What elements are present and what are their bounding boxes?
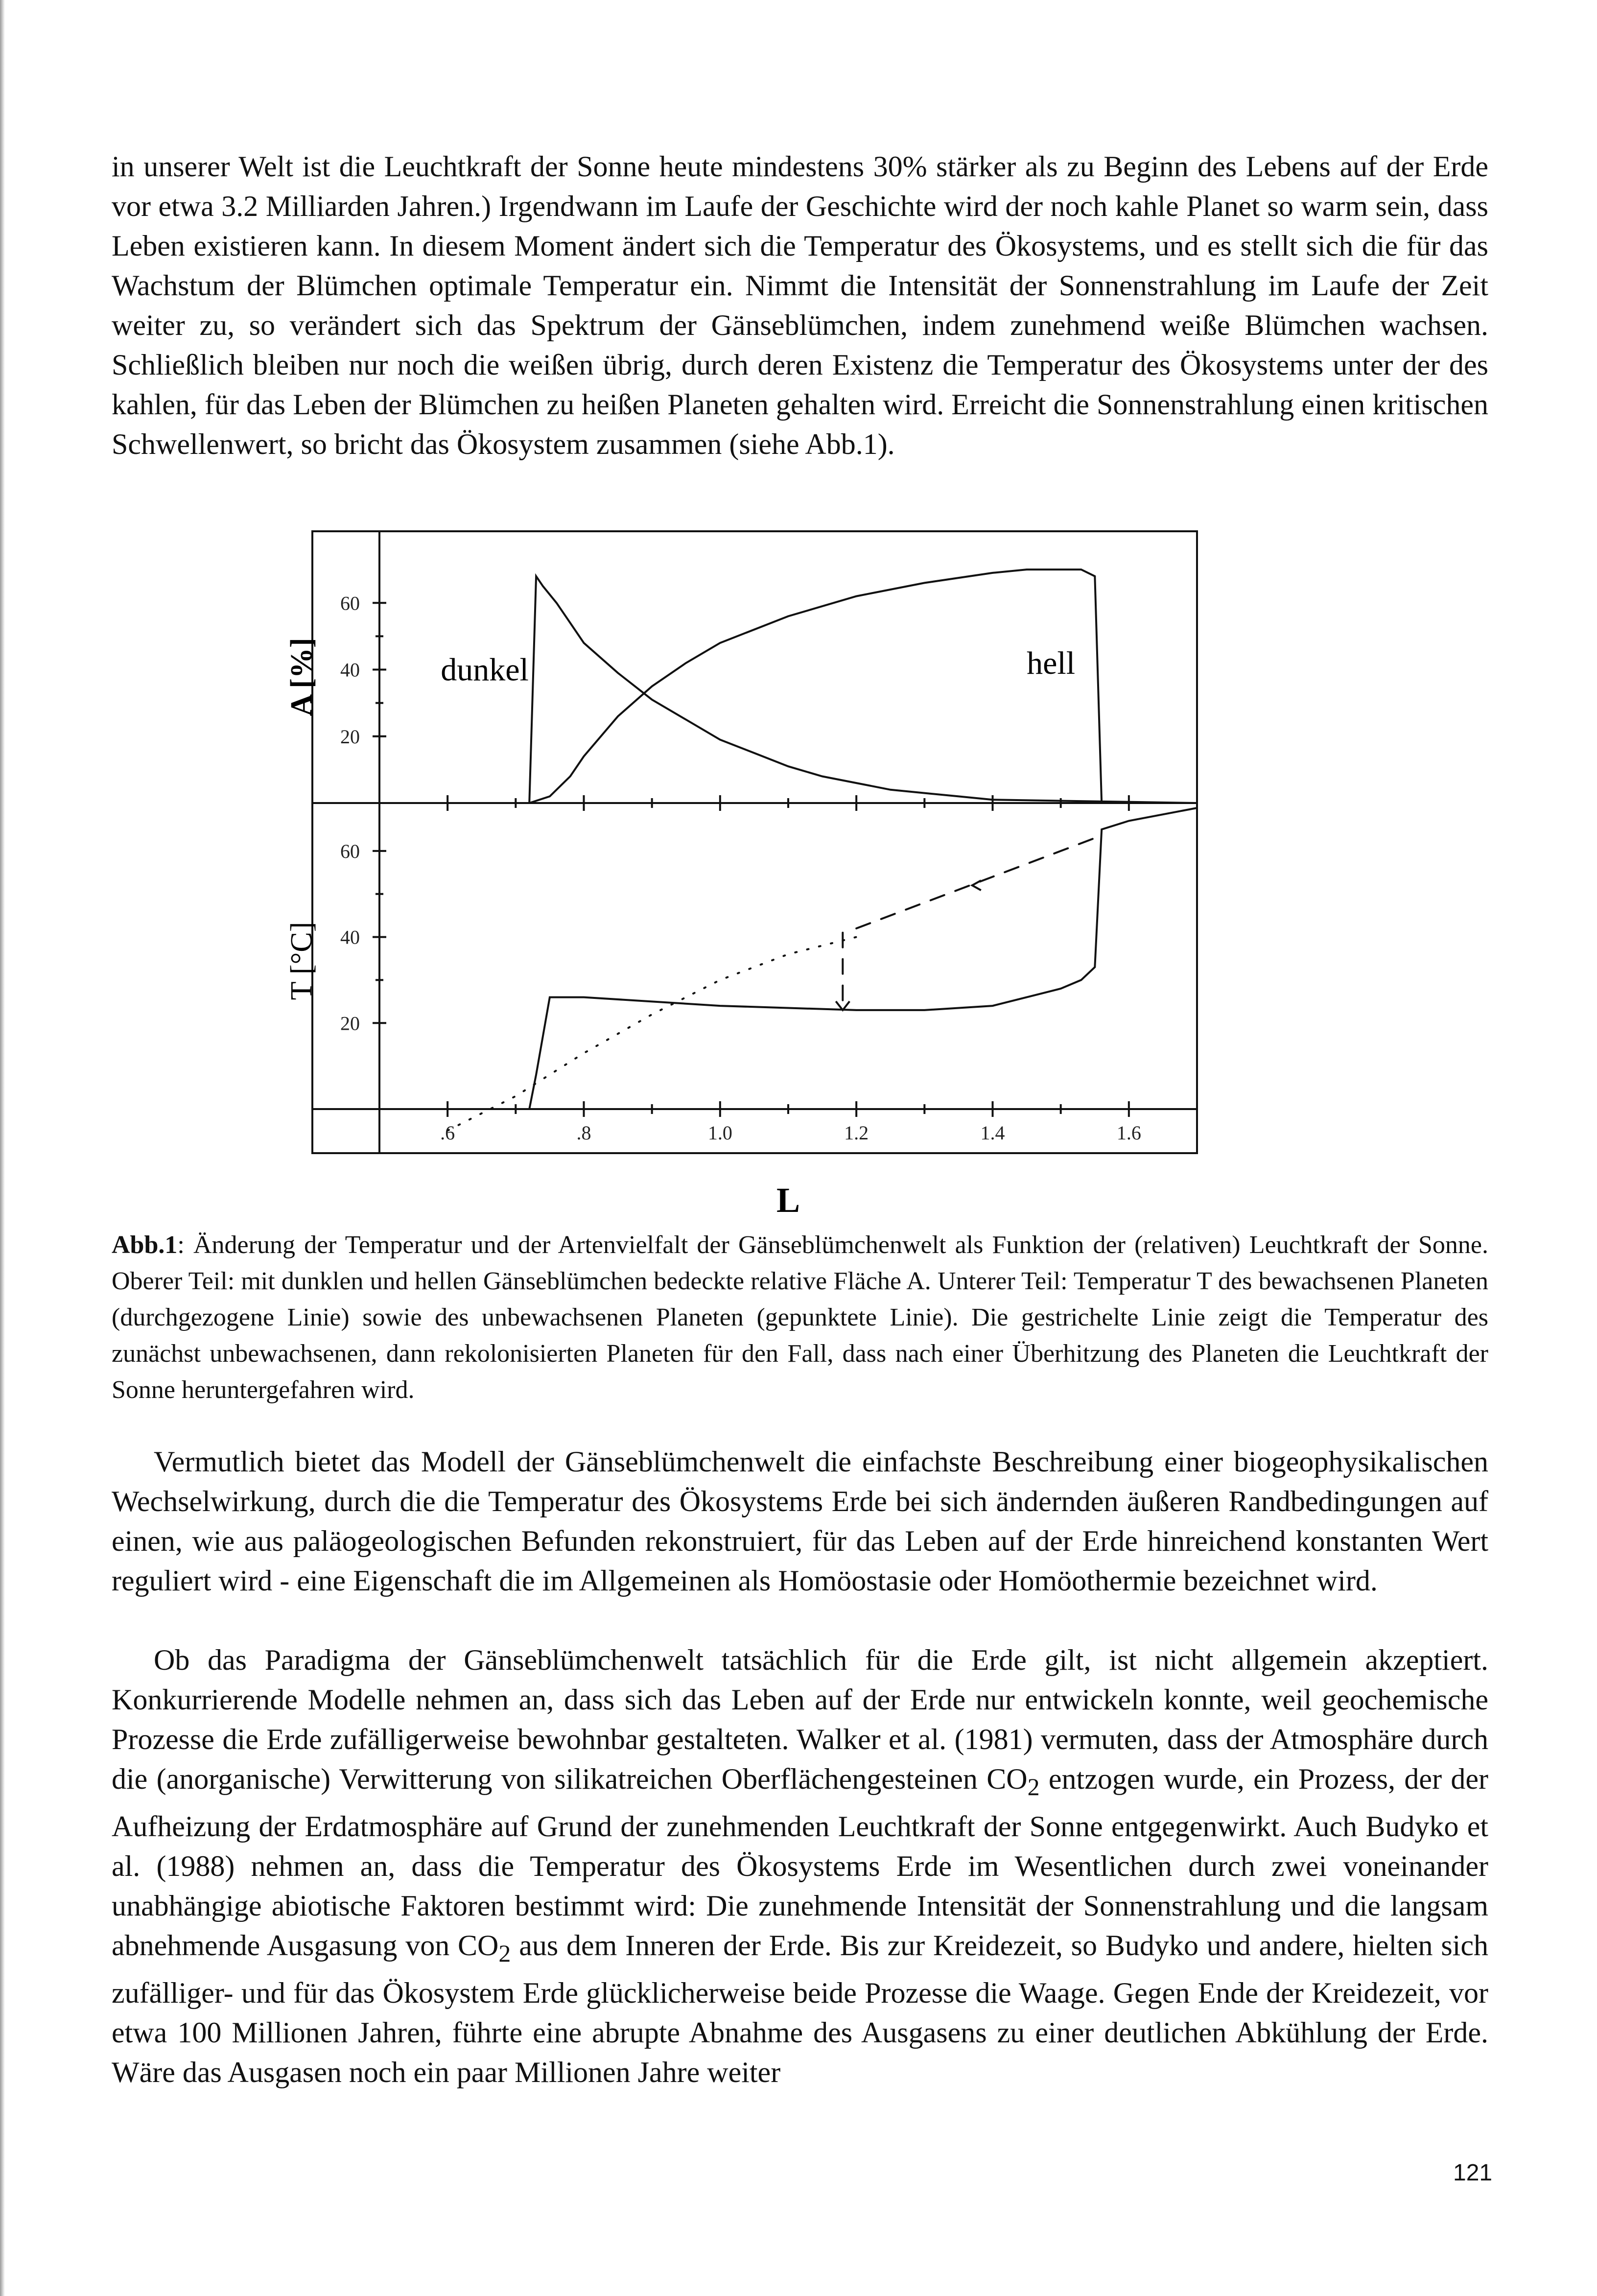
- x-axis-title: L: [776, 1181, 800, 1220]
- top-ytick-label: 40: [340, 659, 360, 681]
- paragraph-3: [112, 1640, 1488, 2092]
- series-dunkel: [379, 576, 1197, 803]
- bottom-ytick-label: 20: [340, 1012, 360, 1035]
- top-ytick-label: 60: [340, 592, 360, 615]
- figure-1: [285, 519, 1204, 1224]
- bottom-y-axis-title: T [°C]: [285, 922, 318, 1000]
- subscript-co2-a: 2: [1027, 1773, 1040, 1800]
- caption-label: Abb.1: [112, 1231, 178, 1259]
- arrowhead-left: [972, 880, 981, 890]
- scan-edge: [0, 0, 5, 2296]
- xtick-label: 1.4: [980, 1122, 1005, 1144]
- top-y-axis-title: A [%]: [285, 638, 318, 716]
- xtick-label: 1.6: [1116, 1122, 1141, 1144]
- page-number: 121: [1453, 2160, 1493, 2186]
- paragraph-3-part-b: entzogen wurde, ein Prozess, der der Aufheizung der Erdatmosphäre auf Grund der zunehmenden Leuchtkraft der Sonne entgegenwirkt. Auch Budyko et al. (1988) nehmen an, dass die Temperatur des Ökosystems Erde im Wesentlichen durch zwei voneinander unabhängige abiotische Faktoren bestimmt wird: Die zunehmende Intensität der Sonnenstrahlung und die langsam abnehmende Ausgasung von CO: [112, 1763, 1489, 1962]
- xtick-label: 1.0: [707, 1122, 732, 1144]
- bottom-ytick-label: 40: [340, 926, 360, 948]
- plot-content: [379, 569, 1197, 1131]
- paragraph-1: in unserer Welt ist die Leuchtkraft der Sonne heute mindestens 30% stärker als zu Beginn des Lebens auf der Erde vor etwa 3.2 Milliarden Jahren.) Irgendwann im Laufe der Geschichte wird der noch kahle Planet so warm sein, dass Leben existieren kann. In diesem Moment ändert sich die Temperatur des Ökosystems, und es stellt sich die für das Wachstum der Blümchen optimale Temperatur ein. Nimmt die Intensität der Sonnenstrahlung im Laufe der Zeit weiter zu, so verändert sich das Spektrum der Gänseblümchen, indem zunehmend weiße Blümchen wachsen. Schließlich bleiben nur noch die weißen übrig, durch deren Existenz die Temperatur des Ökosystems unter der des kahlen, für das Leben der Blümchen zu heißen Planeten gehalten wird. Erreicht die Sonnenstrahlung einen kritischen Schwellenwert, so bricht das Ökosystem zusammen (siehe Abb.1).: [112, 150, 1488, 460]
- subscript-co2-b: 2: [498, 1940, 511, 1967]
- figure-border: [312, 531, 1197, 1153]
- figure-caption: [112, 1227, 1488, 1408]
- xtick-label: .8: [576, 1122, 591, 1144]
- bottom-ytick-label: 60: [340, 840, 360, 862]
- paragraph-2: Vermutlich bietet das Modell der Gänseblümchenwelt die einfachste Beschreibung einer biogeophysikalischen Wechselwirkung, durch die die Temperatur des Ökosystems Erde bei sich ändernden äußeren Randbedingungen auf einen, wie aus paläogeologischen Befunden rekonstruiert, für das Leben auf der Erde hinreichend konstanten Wert reguliert wird - eine Eigenschaft die im Allgemeinen als Homöostasie oder Homöothermie bezeichnet wird.: [112, 1445, 1488, 1597]
- top-ytick-label: 20: [340, 725, 360, 748]
- xtick-label: 1.2: [844, 1122, 869, 1144]
- xtick-label: .6: [440, 1122, 455, 1144]
- series-bewachsener-planet: [379, 808, 1197, 1109]
- annotation-hell: hell: [1027, 645, 1076, 681]
- paragraph-3-part-c: aus dem Inneren der Erde. Bis zur Kreidezeit, so Budyko und andere, hielten sich zufälliger- und für das Ökosystem Erde glücklicherweise beide Prozesse die Waage. Gegen Ende der Kreidezeit, vor etwa 100 Millionen Jahren, führte eine abrupte Abnahme des Ausgasens zu einer deutlichen Abkühlung der Erde. Wäre das Ausgasen noch ein paar Millionen Jahre weiter: [112, 1929, 1488, 2088]
- paragraph-3-part-a: Ob das Paradigma der Gänseblümchenwelt tatsächlich für die Erde gilt, ist nicht allgemein akzeptiert. Konkurrierende Modelle nehmen an, dass sich das Leben auf der Erde nur entwickeln konnte, weil geochemische Prozesse die Erde zufälligerweise bewohnbar gestalteten. Walker et al. (1981) vermuten, dass der Atmosphäre durch die (anorganische) Verwitterung von silikatreichen Oberflächengesteinen CO: [112, 1644, 1488, 1795]
- caption-text: : Änderung der Temperatur und der Artenvielfalt der Gänseblümchenwelt als Funktion der (relativen) Leuchtkraft der Sonne. Oberer Teil: mit dunklen und hellen Gänseblümchen bedeckte relative Fläche A. Unterer Teil: Temperatur T des bewachsenen Planeten (durchgezogene Linie) sowie des unbewachsenen Planeten (gepunktete Linie). Die gestrichelte Linie zeigt die Temperatur des zunächst unbewachsenen, dann rekolonisierten Planeten für den Fall, dass nach einer Überhitzung des Planeten die Leuchtkraft der Sonne heruntergefahren wird.: [112, 1231, 1488, 1404]
- series-unbewachsener-planet: [447, 937, 856, 1131]
- annotation-dunkel: dunkel: [441, 652, 529, 688]
